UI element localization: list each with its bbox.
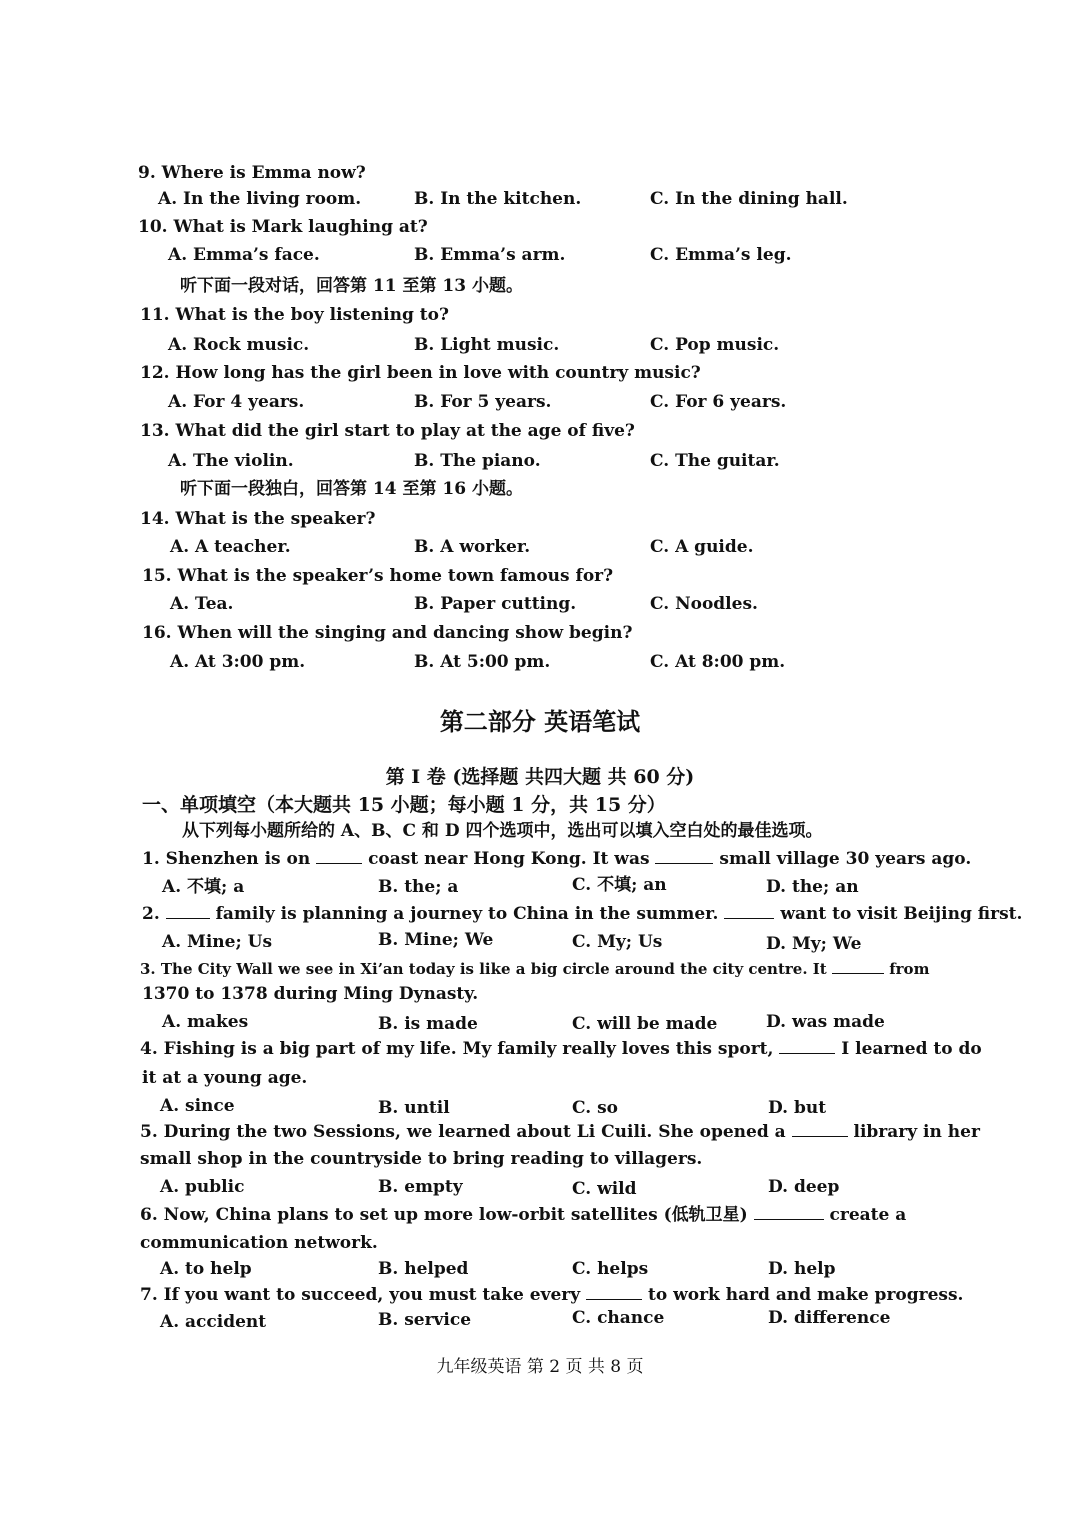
option-b: B. is made — [378, 1014, 478, 1034]
answer-blank — [832, 959, 884, 974]
option-c: C. 不填; an — [572, 875, 667, 895]
option-c: C. Pop music. — [650, 335, 780, 355]
option-a: A. to help — [160, 1259, 252, 1279]
question-5 — [140, 1121, 980, 1143]
option-b: B. In the kitchen. — [414, 189, 582, 209]
option-c: C. will be made — [572, 1014, 718, 1034]
option-c: C. Noodles. — [650, 594, 758, 614]
question-text: 7. If you want to succeed, you must take every — [140, 1285, 581, 1305]
question-4 — [140, 1038, 982, 1060]
option-b: B. A worker. — [414, 537, 531, 557]
question-6 — [140, 1204, 906, 1226]
question-text: it at a young age. — [142, 1068, 308, 1088]
answer-blank — [792, 1122, 848, 1137]
question-text: family is planning a journey to China in the summer. — [215, 904, 719, 924]
option-d: D. My; We — [766, 934, 862, 954]
question-10: 10. What is Mark laughing at? — [138, 217, 428, 237]
answer-blank — [586, 1285, 642, 1300]
question-text: 3. The City Wall we see in Xi’an today is like a big circle around the city centre. It — [140, 960, 827, 978]
question-text: coast near Hong Kong. It was — [368, 849, 650, 869]
option-a: A. makes — [162, 1012, 249, 1032]
listening-instruction: 听下面一段独白，回答第 14 至第 16 小题。 — [180, 479, 523, 499]
option-b: B. Light music. — [414, 335, 560, 355]
question-text: to work hard and make progress. — [647, 1285, 964, 1305]
option-a: A. accident — [160, 1312, 267, 1332]
answer-blank — [754, 1205, 824, 1220]
answer-blank — [316, 849, 362, 864]
page-footer: 九年级英语 第 2 页 共 8 页 — [436, 1357, 644, 1377]
question-15: 15. What is the speaker’s home town famous for? — [142, 566, 614, 586]
option-c: C. so — [572, 1098, 618, 1118]
option-a: A. For 4 years. — [168, 392, 305, 412]
option-b: B. Paper cutting. — [414, 594, 577, 614]
question-text: 1370 to 1378 during Ming Dynasty. — [142, 984, 479, 1004]
option-a: A. Tea. — [170, 594, 234, 614]
part-title: 第二部分 英语笔试 — [439, 707, 641, 736]
option-c: C. At 8:00 pm. — [650, 652, 786, 672]
option-a: A. Emma’s face. — [168, 245, 320, 265]
option-c: C. helps — [572, 1259, 649, 1279]
question-1 — [142, 848, 971, 870]
option-d: D. help — [768, 1259, 836, 1279]
option-a: A. Mine; Us — [162, 932, 273, 952]
option-c: C. For 6 years. — [650, 392, 787, 412]
question-text: small shop in the countryside to bring reading to villagers. — [140, 1149, 703, 1169]
question-text: want to visit Beijing first. — [780, 904, 1023, 924]
option-b: B. the; a — [378, 877, 459, 897]
option-b: B. Emma’s arm. — [414, 245, 566, 265]
question-text: 6. Now, China plans to set up more low-orbit satellites (低轨卫星) — [140, 1205, 748, 1225]
option-a: A. The violin. — [168, 451, 294, 471]
option-a: A. 不填; a — [162, 877, 245, 897]
option-c: C. My; Us — [572, 932, 663, 952]
option-c: C. The guitar. — [650, 451, 780, 471]
option-b: B. The piano. — [414, 451, 541, 471]
answer-blank — [166, 904, 210, 919]
option-b: B. At 5:00 pm. — [414, 652, 551, 672]
question-16: 16. When will the singing and dancing show begin? — [142, 623, 633, 643]
option-d: D. the; an — [766, 877, 859, 897]
option-b: B. empty — [378, 1177, 463, 1197]
option-a: A. since — [160, 1096, 235, 1116]
option-c: C. A guide. — [650, 537, 754, 557]
option-c: C. chance — [572, 1308, 665, 1328]
question-3 — [140, 958, 929, 980]
question-2 — [142, 903, 1022, 925]
section-instruction: 从下列每小题所给的 A、B、C 和 D 四个选项中，选出可以填入空白处的最佳选项。 — [182, 821, 823, 841]
option-b: B. helped — [378, 1259, 469, 1279]
question-text: small village 30 years ago. — [719, 849, 972, 869]
question-11: 11. What is the boy listening to? — [140, 305, 449, 325]
option-b: B. until — [378, 1098, 450, 1118]
question-14: 14. What is the speaker? — [140, 509, 376, 529]
question-text: 4. Fishing is a big part of my life. My family really loves this sport, — [140, 1039, 774, 1059]
option-a: A. At 3:00 pm. — [170, 652, 306, 672]
answer-blank — [779, 1039, 835, 1054]
answer-blank — [724, 904, 774, 919]
question-text: communication network. — [140, 1233, 378, 1253]
option-a: A. A teacher. — [170, 537, 291, 557]
question-text: from — [889, 960, 930, 978]
listening-instruction: 听下面一段对话，回答第 11 至第 13 小题。 — [180, 276, 523, 296]
option-d: D. deep — [768, 1177, 840, 1197]
answer-blank — [655, 849, 713, 864]
question-7 — [140, 1284, 963, 1306]
option-c: C. Emma’s leg. — [650, 245, 792, 265]
section-title: 一、单项填空（本大题共 15 小题；每小题 1 分，共 15 分） — [142, 794, 666, 816]
volume-title: 第 I 卷 (选择题 共四大题 共 60 分) — [385, 766, 695, 788]
question-text: I learned to do — [841, 1039, 982, 1059]
question-12: 12. How long has the girl been in love with country music? — [140, 363, 701, 383]
option-a: A. In the living room. — [158, 189, 362, 209]
option-d: D. was made — [766, 1012, 885, 1032]
question-text: 2. — [142, 904, 160, 924]
question-text: 1. Shenzhen is on — [142, 849, 311, 869]
option-b: B. For 5 years. — [414, 392, 552, 412]
question-text: library in her — [853, 1122, 980, 1142]
question-text: create a — [829, 1205, 907, 1225]
option-c: C. In the dining hall. — [650, 189, 848, 209]
option-d: D. difference — [768, 1308, 891, 1328]
option-a: A. public — [160, 1177, 245, 1197]
option-d: D. but — [768, 1098, 827, 1118]
option-b: B. Mine; We — [378, 930, 494, 950]
option-b: B. service — [378, 1310, 472, 1330]
option-c: C. wild — [572, 1179, 637, 1199]
question-text: 5. During the two Sessions, we learned about Li Cuili. She opened a — [140, 1122, 786, 1142]
question-13: 13. What did the girl start to play at the age of five? — [140, 421, 635, 441]
question-9: 9. Where is Emma now? — [138, 163, 366, 183]
option-a: A. Rock music. — [168, 335, 310, 355]
